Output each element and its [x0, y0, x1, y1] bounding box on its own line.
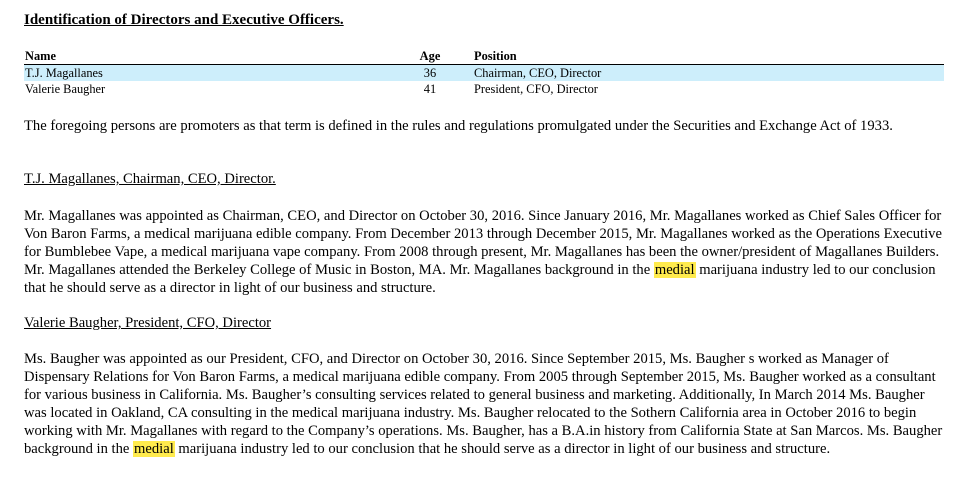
cell-name: Valerie Baugher — [25, 81, 106, 96]
header-age: Age — [388, 49, 472, 65]
bio1-text-after: marijuana industry led to our conclusion that he should serve as a director in light of our business and structure. — [24, 262, 936, 296]
bio2-highlight: medial — [134, 441, 174, 457]
bio2-text-after: marijuana industry led to our conclusion that he should serve as a director in light of our business and structure. — [178, 441, 831, 457]
cell-name: T.J. Magallanes — [24, 65, 388, 82]
header-name: Name — [24, 49, 388, 65]
cell-age: 36 — [388, 65, 472, 82]
cell-position: President, CFO, Director — [474, 81, 598, 96]
header-position: Position — [472, 49, 944, 65]
bio1-heading: T.J. Magallanes, Chairman, CEO, Director. — [24, 171, 276, 187]
bio2-paragraph — [24, 350, 949, 458]
officers-table — [24, 49, 944, 97]
section-heading: Identification of Directors and Executive Officers. — [24, 12, 344, 28]
promoters-paragraph: The foregoing persons are promoters as that term is defined in the rules and regulations promulgated under the Securities and Exchange Act of 1933. — [24, 118, 893, 134]
table-row — [24, 81, 944, 97]
bio2-heading: Valerie Baugher, President, CFO, Director — [24, 315, 272, 331]
table-row — [24, 65, 944, 82]
bio1-paragraph — [24, 207, 949, 297]
cell-age: 41 — [423, 81, 437, 96]
bio1-text-before: Mr. Magallanes was appointed as Chairman, CEO, and Director on October 30, 2016. Since January 2016, Mr. Magallanes worked as Chief Sales Officer for Von Baron Farms, a medical marijuana edible company. From December 2013 through December 2015, Mr. Magallanes worked as the Operations Executive for Bumblebee Vape, a medical marijuana vape company. From 2008 through present, Mr. Magallanes has been the owner/president of Magallanes Builders. Mr. Magallanes attended the Berkeley College of Music in Boston, MA. Mr. Magallanes background in the — [24, 208, 942, 278]
table-header-row — [24, 49, 944, 65]
cell-position: Chairman, CEO, Director — [472, 65, 944, 82]
bio2-text-before: Ms. Baugher was appointed as our President, CFO, and Director on October 30, 2016. Since September 2015, Ms. Baugher s worked as Manager of Dispensary Relations for Von Baron Farms, a medical marijuana edible company. From 2005 through September 2015, Ms. Baugher worked as a consultant for various business in California. Ms. Baugher’s consulting services related to general business and marketing. Additionally, In March 2014 Ms. Baugher was located in Oakland, CA consulting in the medical marijuana industry. Ms. Baugher relocated to the Sothern California area in October 2016 to begin working with Mr. Magallanes with regard to the Company’s operations. Ms. Baugher, has a B.A.in history from California State at San Marcos. Ms. Baugher background in the — [24, 351, 943, 457]
bio1-highlight: medial — [654, 262, 695, 278]
